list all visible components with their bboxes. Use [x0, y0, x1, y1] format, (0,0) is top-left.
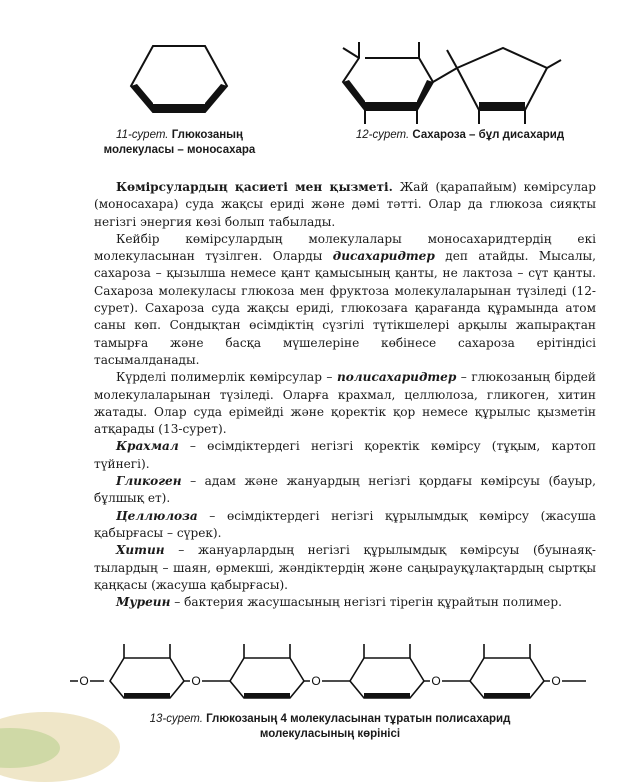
polysaccharide-chain-figure [70, 638, 610, 708]
glycosidic-oxygen-1: O [191, 674, 201, 688]
figure-13-caption: 13-сурет. Глюкозаның 4 молекуласынан тұратын полисахарид молекуласының көрінісі [149, 713, 511, 740]
paragraph-polysaccharides: Күрделі полимерлік көмірсулар – полисахаридтер – глюкозаның бірдей молекулаларынан түзіледі. Оларға крахмал, целлюлоза, гликоген, хитин жатады. Олар суда ерімейді және қоректік қор немесе құрылыс қызметін атқарады (13-сурет). [94, 370, 596, 437]
body-text [94, 179, 596, 611]
sucrose-molecule-figure [335, 38, 565, 128]
figure-12-caption: 12-сурет. Сахароза – бұл дисахарид [355, 129, 565, 141]
glycosidic-oxygen-start: O [79, 674, 89, 688]
glycosidic-oxygen-2: O [311, 674, 321, 688]
glucose-molecule-figure [125, 40, 235, 120]
glucose-ring-2 [230, 644, 304, 698]
figure-11-caption: 11-сурет. Глюкозаның молекуласы – моносахара [103, 129, 256, 156]
paragraph-properties: Көмірсулардың қасиеті мен қызметі. Жай (қарапайым) көмірсулар (моносахара) суда жақсы ериді және дәмі тәтті. Олар да глюкоза сияқты негізгі энергия көзі болып табылады. [94, 180, 597, 229]
glycosidic-oxygen-3: O [431, 674, 441, 688]
glucose-ring-4 [470, 644, 544, 698]
paragraph-disaccharides: Кейбір көмірсулардың молекулалары моносахаридтердің екі молекуласынан түзілген. Оларды дисахаридтер деп атайды. Мысалы, сахароза – қызылша немесе қант қамысының қанты, не лактоза – сүт қанты. Сахароза молекуласы глюкоза мен фруктоза молекулаларынан түзіледі (12-сурет). Сахароза суда жақсы ериді, глюкозаға қарағанда құрамында атом саны көп. Сондықтан өсімдіктің сүзгілі түтікшелері арқылы жапырақтан тамырға және басқа мүшелеріне көбінесе сахароза ерітіндісі тасымалданады. [94, 231, 596, 367]
glucose-ring-1 [110, 644, 184, 698]
item-cellulose: Целлюлоза – өсімдіктердегі негізгі құрылымдық көмірсу (жасуша қабырғасы – сүрек). [94, 508, 596, 540]
glycosidic-oxygen-4: O [551, 674, 561, 688]
item-starch: Крахмал – өсімдіктердегі негізгі қоректік көмірсу (тұқым, картоп түйнегі). [94, 439, 596, 471]
glucose-ring-3 [350, 644, 424, 698]
item-murein: Муреин – бактерия жасушасының негізгі тірегін құрайтын полимер. [116, 595, 562, 610]
item-glycogen: Гликоген – адам және жануардың негізгі қордағы көмірсуы (бауыр, бұлшық ет). [94, 474, 596, 506]
item-chitin: Хитин – жануарлардың негізгі құрылымдық көмірсуы (буынаяқ-тылардың – шаян, өрмекші, жәндіктердің және саңырауқұлақтардың сыртқы қаңқасы (жасуша қабырғасы). [94, 543, 596, 592]
